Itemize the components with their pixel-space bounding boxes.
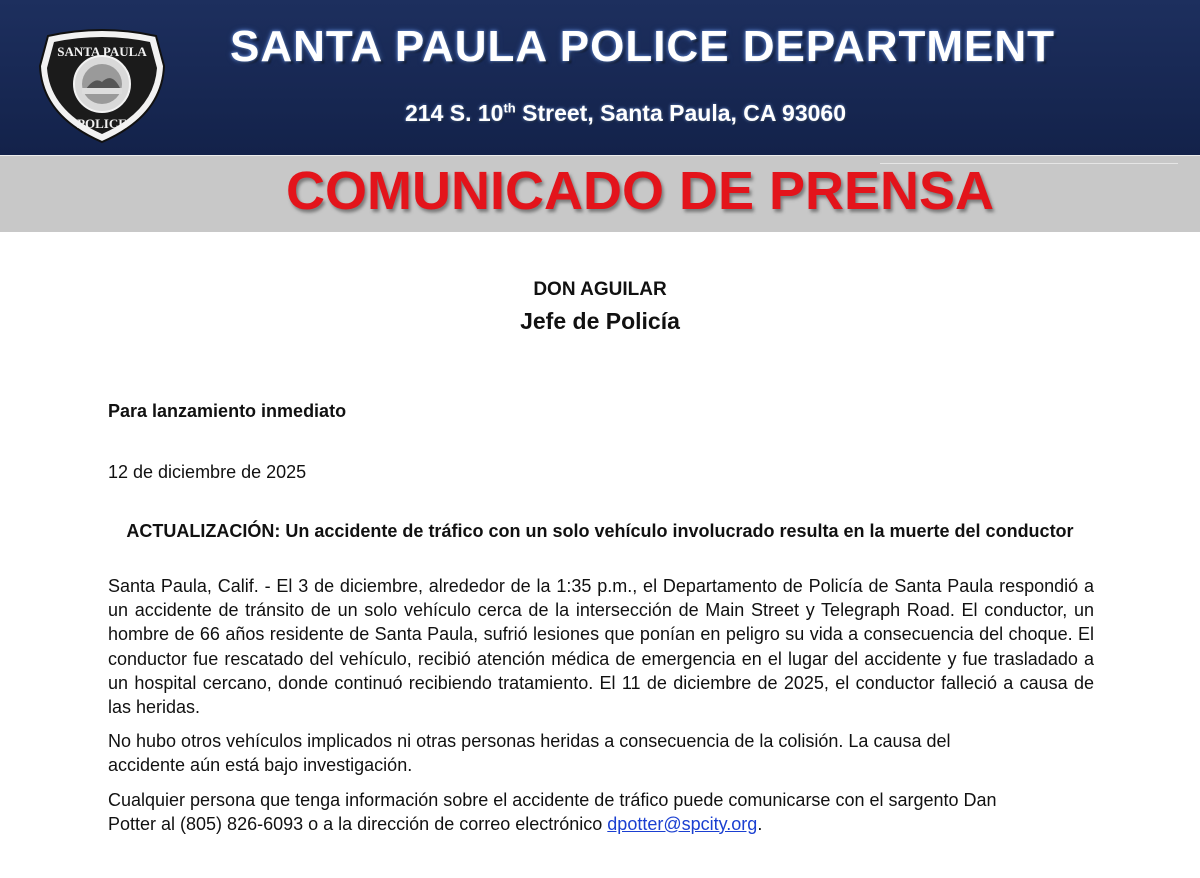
- paragraph-2-line-2: accidente aún está bajo investigación.: [108, 755, 413, 776]
- address-ordinal: th: [503, 100, 516, 116]
- police-badge-logo: [34, 26, 170, 146]
- header-bar: [0, 0, 1200, 155]
- badge-bottom-text: POLICE: [77, 116, 127, 131]
- release-note: Para lanzamiento inmediato: [108, 401, 347, 421]
- address-rest: Street, Santa Paula, CA 93060: [515, 100, 846, 126]
- chief-name: DON AGUILAR: [533, 279, 667, 300]
- paragraph-3: [108, 788, 1094, 836]
- badge-top-text: SANTA PAULA: [57, 44, 147, 59]
- chief-title: Jefe de Policía: [520, 308, 680, 334]
- paragraph-2-line-1: No hubo otros vehículos implicados ni otras personas heridas a consecuencia de la colisión. La causa del: [108, 731, 951, 752]
- paragraph-3-line-2: Potter al (805) 826-6093 o a la dirección de correo electrónico: [108, 813, 608, 834]
- paragraph-3-line-1: Cualquier persona que tenga información sobre el accidente de tráfico puede comunicarse con el sargento Dan: [108, 789, 997, 810]
- body-text: [108, 574, 1094, 846]
- release-date: 12 de diciembre de 2025: [108, 462, 307, 482]
- department-address: [405, 100, 925, 127]
- paragraph-2: [108, 729, 1094, 777]
- headline: ACTUALIZACIÓN: Un accidente de tráfico con un solo vehículo involucrado resulta en la muerte del conductor: [126, 521, 1074, 541]
- paragraph-1: Santa Paula, Calif. - El 3 de diciembre, alrededor de la 1:35 p.m., el Departamento de Policía de Santa Paula respondió a un accidente de tránsito de un solo vehículo cerca de la intersección de Main Street y Telegraph Road. El conductor, un hombre de 66 años residente de Santa Paula, sufrió lesiones que ponían en peligro su vida a consecuencia del choque. El conductor fue rescatado del vehículo, recibió atención médica de emergencia en el lugar del accidente y fue trasladado a un hospital cercano, donde continuó recibiendo tratamiento. El 11 de diciembre de 2025, el conductor falleció a causa de las heridas.: [108, 576, 1094, 718]
- address-number: 214 S. 10: [405, 100, 504, 126]
- department-name: SANTA PAULA POLICE DEPARTMENT: [230, 22, 1056, 71]
- banner-title: COMUNICADO DE PRENSA: [285, 161, 995, 221]
- email-link[interactable]: dpotter@spcity.org: [607, 813, 758, 834]
- paragraph-3-end: .: [757, 813, 763, 834]
